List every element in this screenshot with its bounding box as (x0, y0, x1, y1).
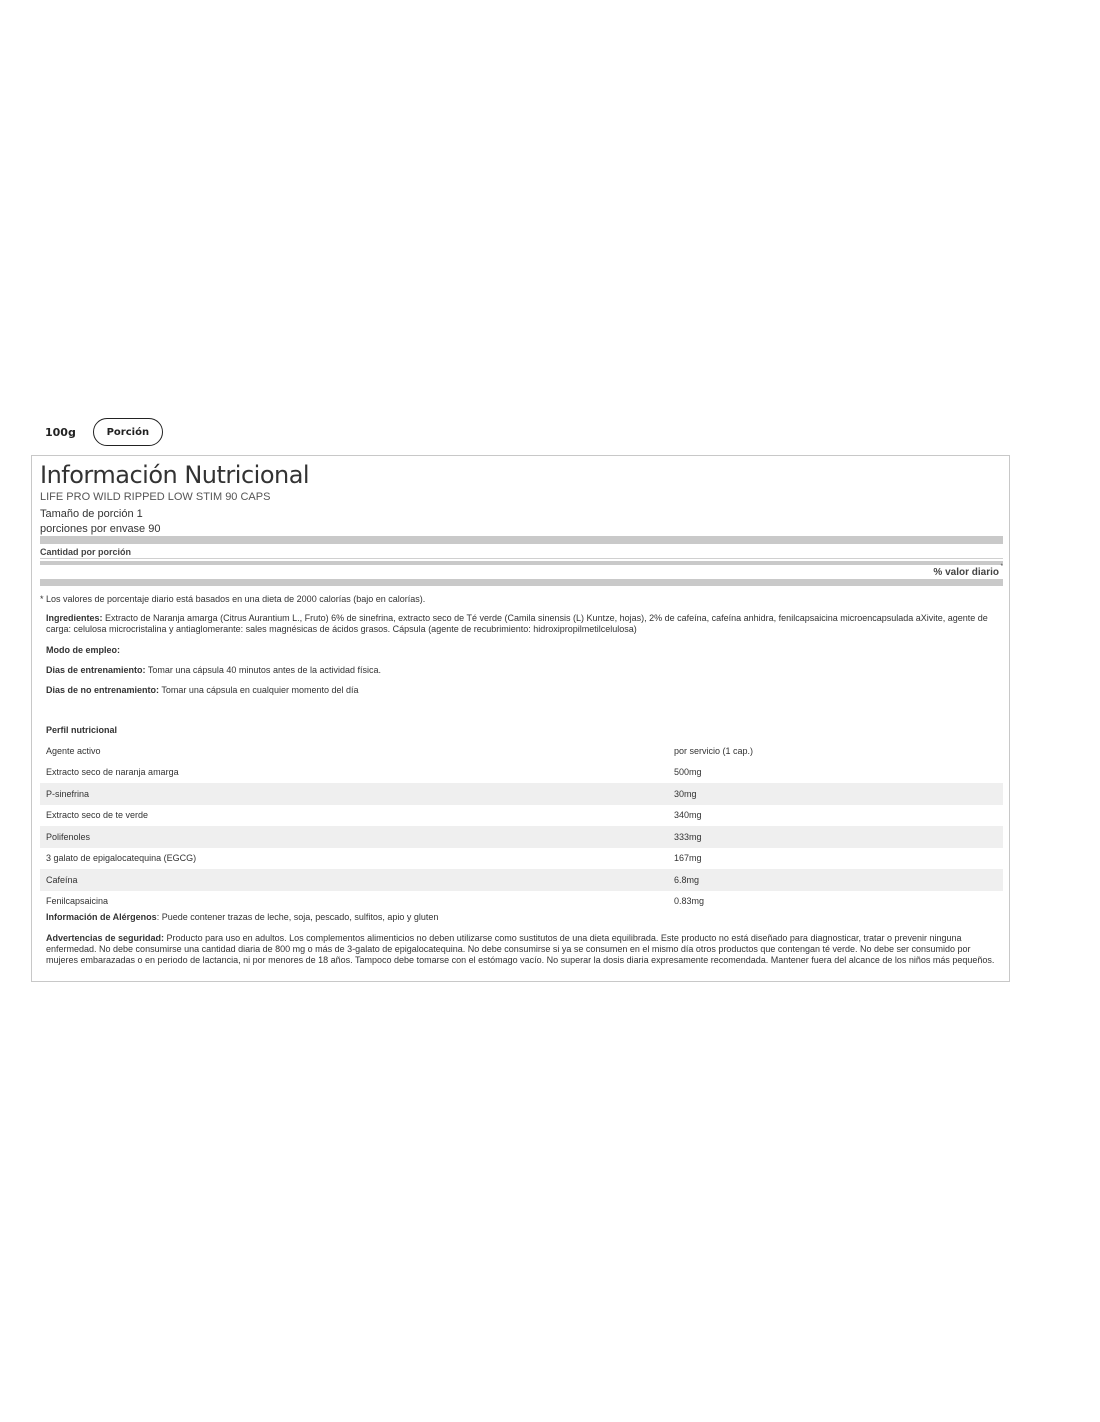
row-name: 3 galato de epigalocatequina (EGCG) (46, 853, 197, 864)
ingredients (46, 613, 1001, 635)
usage-label: Modo de empleo: (46, 645, 120, 655)
serving-info (40, 507, 160, 537)
row-value: 333mg (674, 831, 702, 842)
usage (46, 645, 1001, 656)
row-value: 30mg (674, 788, 697, 799)
amount-per-serving: Cantidad por porción (40, 547, 131, 557)
warnings-label: Advertencias de seguridad: (46, 933, 165, 943)
row-name: Fenilcapsaicina (46, 896, 109, 907)
training-text: Tomar una cápsula 40 minutos antes de la actividad física. (145, 665, 381, 675)
product-name: LIFE PRO WILD RIPPED LOW STIM 90 CAPS (40, 491, 271, 503)
table-row (40, 805, 1003, 827)
thin-divider (40, 558, 1003, 559)
ingredients-text: Extracto de Naranja amarga (Citrus Aurantium L., Fruto) 6% de sinefrina, extracto seco de Té verde (Camila sinensis (L) Kuntze, hojas), 2% de cafeína, cafeína anhidra, fenilcapsaicina microencapsulada aXivite, agente de carga: celulosa microcristalina y antiaglomerante: sales magnésicas de ácidos grasos. Cápsula (agente de recubrimiento: hidroxipropilmetilcelulosa) (46, 613, 988, 634)
row-name: Agente activo (46, 745, 101, 756)
training-days (46, 665, 1001, 676)
row-value: 0.83mg (674, 896, 705, 907)
row-value: 500mg (674, 767, 702, 778)
table-row (40, 848, 1003, 870)
table-row (40, 740, 1003, 762)
serving-size: Tamaño de porción 1 (40, 508, 143, 520)
row-name: Extracto seco de te verde (46, 810, 149, 821)
table-row (40, 762, 1003, 784)
medium-divider (40, 561, 1003, 565)
row-name: Extracto seco de naranja amarga (46, 767, 179, 778)
row-name: P-sinefrina (46, 788, 90, 799)
rest-label: Dias de no entrenamiento: (46, 685, 160, 695)
row-name: Polifenoles (46, 831, 91, 842)
profile-title-text: Perfil nutricional (46, 725, 118, 735)
allergens (46, 912, 1001, 923)
tab-100g[interactable]: 100g (45, 425, 76, 439)
profile-title (46, 725, 1001, 736)
warnings-text: Producto para uso en adultos. Los complementos alimenticios no deben utilizarse como sustitutos de una dieta equilibrada. Este producto no está diseñado para diagnosticar, tratar o prevenir ninguna enfermedad. No debe consumirse una cantidad diaria de 800 mg o más de 3-galato de epigalocatequina. No debe consumirse si ya se consumen en el mismo día otros productos que contengan té verde. No debe ser consumido por mujeres embarazadas o en periodo de lactancia, ni por menores de 18 años. Tampoco debe tomarse con el estómago vacío. No superar la dosis diaria expresamente recomendada. Mantener fuera del alcance de los niños más pequeños. (46, 933, 995, 965)
row-value: 167mg (674, 853, 702, 864)
allergen-text: : Puede contener trazas de leche, soja, pescado, sulfitos, apio y gluten (156, 912, 439, 922)
table-row (40, 826, 1003, 848)
table-row (40, 891, 1003, 913)
thick-divider (40, 536, 1003, 544)
panel-title: Información Nutricional (40, 461, 310, 489)
rest-text: Tomar una cápsula en cualquier momento del día (159, 685, 359, 695)
portion-tabs (45, 418, 163, 446)
table-row (40, 783, 1003, 805)
warnings (46, 933, 1001, 966)
daily-value-mark: * (1000, 564, 1003, 570)
nutrition-panel (31, 455, 1010, 982)
daily-value-header: % valor diario (933, 567, 999, 578)
row-value: por servicio (1 cap.) (674, 745, 754, 756)
allergen-label: Información de Alérgenos (46, 912, 157, 922)
table-row (40, 869, 1003, 891)
row-name: Cafeína (46, 874, 78, 885)
footnote: * Los valores de porcentaje diario está basados en una dieta de 2000 calorías (bajo en calorías). (40, 594, 426, 604)
servings-per-container: porciones por envase 90 (40, 523, 161, 535)
rest-days (46, 685, 1001, 696)
profile-table (40, 740, 1003, 912)
ingredients-label: Ingredientes: (46, 613, 103, 623)
training-label: Dias de entrenamiento: (46, 665, 146, 675)
tab-porcion[interactable]: Porción (93, 418, 163, 446)
row-value: 340mg (674, 810, 702, 821)
thick-divider-bottom (40, 579, 1003, 586)
row-value: 6.8mg (674, 874, 700, 885)
